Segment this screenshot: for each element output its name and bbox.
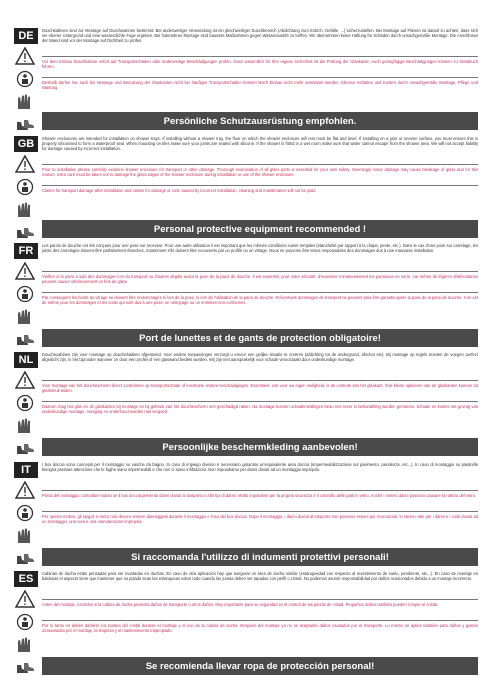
- inspection-warning: Prior to installation please carefully examine shower enclosure for transport or other damage. Thorough examination of all glass parts is essential for your own safety. Seemingly minor damage may cause breakage of glass and for this reason, extra care must be taken not to damage the glass edges of the shower enclosure during installation or use of the shower enclosure.: [42, 167, 478, 178]
- damage-claims-paragraph: Por lo tanto no deben dañarse los bordes del cristal durante el montaje y el uso de la cabina de ducha. Después del montaje ya no se aceptarán daños causados por el transporte. Lo mismo se aplica también para daños y gastos ocasionados por el montaje, la limpieza y el mantenimiento inapropiado.: [42, 623, 478, 634]
- read-manual-icon: [14, 284, 36, 304]
- read-manual-icon: [14, 69, 36, 89]
- section-es: [14, 571, 478, 675]
- shoes-icon: [14, 439, 36, 459]
- divider: [42, 77, 478, 78]
- installation-paragraph: Duschkabinen sind zur Montage auf Duschwannen bestimmt. Bei anderweitiger Verwendung ist ein gleichwertiger Duschbereich (Abdichtung zum Estrich, Gefälle, ...) sicherzustellen. Bei Montage auf Fliesen ist darauf zu achten, dass sich ein ebener Untergrund und eine wasserdichte Fuge ergeben. Bei fodenebner Montage sind bauseits Maßnahmen gegen Wasseraustritt zu treffen. Wir übernehmen keine Haftung für Schäden durch unsachgemäße Montage. Die Anschlüsse der Wand sind vor der Montage auf Dichtheit zu prüfen.: [42, 28, 478, 44]
- language-code: FR: [14, 243, 38, 259]
- divider: [42, 292, 478, 293]
- protective-equipment-banner: Persönliche Schutzausrüstung empfohlen.: [42, 112, 478, 130]
- divider: [42, 511, 478, 512]
- language-code: GB: [14, 136, 38, 152]
- gloves-icon: [14, 416, 36, 436]
- safety-icons: [14, 589, 38, 681]
- instruction-text: [42, 243, 478, 313]
- damage-claims-paragraph: Deshalb dürfen Sie auch bei Montage und Benutzung der Glaskanten nicht bei häufigen Transportschäden können Nach Einbau nicht mehr anerkannt werden. Ebenso Schäden und Kosten durch unsachgemäße Montage, Pflege und Wartung.: [42, 80, 478, 91]
- safety-icons: [14, 154, 38, 246]
- language-code: IT: [14, 462, 38, 478]
- gloves-icon: [14, 200, 36, 220]
- protective-equipment-banner: Se recomienda llevar ropa de protección personal!: [42, 657, 478, 675]
- read-manual-icon: [14, 503, 36, 523]
- divider: [42, 620, 478, 621]
- instruction-text: [42, 571, 478, 641]
- divider: [42, 56, 478, 57]
- safety-icons: [14, 480, 38, 572]
- safety-icons: [14, 370, 38, 462]
- instruction-text: [42, 136, 478, 206]
- safety-icons: [14, 46, 38, 138]
- damage-claims-paragraph: Par conséquent les bords du vitrage ne doivent être endommagés ni lors de la pose, ni lors de l'utilisation de la paroi de douche. D'éventuels dommages de transport ne peuvent plus être garantis après la pose de la paroi de douche. Il en est de même pour les dommages et les coûts qui sont dus à une pose, un nettoyage ou un entretien non-conformes.: [42, 295, 478, 306]
- safety-icons: [14, 261, 38, 353]
- protective-equipment-banner: Persoonlijke beschermkleding aanbevolen!: [42, 438, 478, 456]
- read-manual-icon: [14, 177, 36, 197]
- instruction-text: [42, 352, 478, 422]
- language-code: ES: [14, 571, 38, 587]
- gloves-icon: [14, 526, 36, 546]
- damage-claims-paragraph: Daarom mag het glas en de glaskanten bij montage en bij gebruik van het douchescherm niet geschadigd raken. Na montage kunnen schademeldingen beau niet meer in behandeling worden genomen. Schade en kosten als gevolg van ondeskundige montage, reiniging en onderhoud worden niet vergoed.: [42, 404, 478, 415]
- protective-equipment-banner: Port de lunettes et de gants de protection obligatoire!: [42, 329, 478, 347]
- section-gb: [14, 136, 478, 240]
- inspection-warning: Vérifier si la paroi a subi des dommages lors du transport ou d'autres dégâts avant la pose de la paroi de douche. Il est essentiel, pour votre sécurité, d'examiner minutieusement les panneaux en verre, car même de légères détériorations peuvent causer ultérieurement un bris de glace.: [42, 274, 478, 285]
- gloves-icon: [14, 307, 36, 327]
- section-it: [14, 462, 478, 566]
- divider: [42, 490, 478, 491]
- inspection-warning: Vor dem Einbau Duschkabine sofort auf Transportschäden oder anderweitige Beschädigungen prüfen. Ganz wesentlich für Ihre eigene Sicherheit ist die Prüfung der Glaskante. Auch geringfügige Beschädigungen können zu Glasbruch führen.: [42, 59, 478, 70]
- divider: [42, 185, 478, 186]
- protective-equipment-banner: Si raccomanda l'utilizzo di indumenti protettivi personali!: [42, 548, 478, 566]
- gloves-icon: [14, 92, 36, 112]
- instruction-text: [42, 28, 478, 98]
- shoes-icon: [14, 330, 36, 350]
- installation-paragraph: Shower enclosures are intended for installation on shower trays. If installing without a shower tray, the floor on which the shower enclosure will rest must be flat and level. If installing on a joint or uneven surface, you must ensure this is properly siliconised to form a waterproof seal. When mounting on tiles make sure your joints are sealed with silicone. If the shower is fitted in a wet room make sure that water cannot escape from the shower area. We will not accept liability for damage caused by incorrect installation.: [42, 136, 478, 152]
- instruction-text: [42, 462, 478, 532]
- shoes-icon: [14, 223, 36, 243]
- language-code: DE: [14, 28, 38, 44]
- shoes-icon: [14, 115, 36, 135]
- section-de: [14, 28, 478, 132]
- section-nl: [14, 352, 478, 456]
- gloves-icon: [14, 635, 36, 655]
- installation-paragraph: Douchecabines zijn voor montage op douchebakken afgestemd. Voor andere toepassingen verzorgt u ervoor een gelijke situatie te creëren (afdichting tot de ondergrond, afschot etc). Bij montage op tegels moeten de voegen perfect afgedicht zijn, in het bijzonder wanneer ze door een profiel of een glaswand bedekt worden. Wij zijn niet aansprakelijk voor schade veroorzaakt door ondeskundige montage.: [42, 352, 478, 363]
- divider: [42, 599, 478, 600]
- warning-triangle-icon: [14, 370, 36, 390]
- divider: [42, 380, 478, 381]
- warning-triangle-icon: [14, 261, 36, 281]
- read-manual-icon: [14, 612, 36, 632]
- inspection-warning: Voor montage van het douchescherm direct controleren op transportschade of eventuele andere beschadigingen. Essentieel, ook voor uw eigen veiligheid, is de controle van het glaskant. Ook kleine opleieren van de glaskanten kunnen tot glasbreuk leiden.: [42, 383, 478, 394]
- language-code: NL: [14, 352, 38, 368]
- inspection-warning: Prima del montaggio controllare subito se il box doccia presenta danni dovuti al trasporto o altri tipi di danni. Molto importante per la propria sicurezza è il controllo delle parti in vetro. Anche i minimi danni possono causare la rottura del vetro.: [42, 493, 477, 498]
- shoes-icon: [14, 549, 36, 569]
- warning-triangle-icon: [14, 589, 36, 609]
- installation-paragraph: Cabinas de ducha están pensadas para ser montadas en duchas. En caso de otra aplicación hay que asegurar un área de ducha similar (estanqueidad con respecto al revestimiento de suelo, pendiente, etc...). En caso de montaje en baldosas el aspecto tiene que mantener que su pisada sean las estanqueas sobre todo cuando las juntas deben ser tapadas con perfil o cristal. No podemos asumir responsabilidad por daños ocasionados debido a un montaje incorrecto.: [42, 571, 478, 582]
- divider: [42, 271, 478, 272]
- section-fr: [14, 243, 478, 347]
- damage-claims-paragraph: Per questo motivo, gli spigoli in vetro non devono essere danneggiati durante il montaggio e l'uso del box doccia. Dopo il montaggio, i danni dovuti al trasporto non possono essere più riconosciuti; lo stesso vale per i danni e i costi dovuti ad un montaggio, una cura e una manutenzione impropria.: [42, 514, 478, 525]
- warning-triangle-icon: [14, 154, 36, 174]
- protective-equipment-banner: Personal protective equipment recommended !: [42, 220, 478, 238]
- divider: [42, 164, 478, 165]
- read-manual-icon: [14, 393, 36, 413]
- installation-paragraph: I box doccia sono concepiti per il montaggio su vasche da bagno. In caso di impiego diverso è necessario garantire un'equivalente area doccia (impermeabilizzazione sul pavimento, pendenza, etc...). In caso di montaggio su piastrelle bisogna prestare attenzione che le fughe siano impermeabili e che non ci siano infiltrazioni. Non rispondiamo per danni dovuti ad un montaggio improprio.: [42, 462, 478, 473]
- damage-claims-paragraph: Claims for transport damage after installation and claims for damage or cost caused by incorrect installation, cleaning and maintenance will not be paid.: [42, 188, 316, 193]
- shoes-icon: [14, 658, 36, 678]
- inspection-warning: Antes del montaje, controlar si la cabina de ducha presenta daños de transporte u otros daños. Muy importante para su seguridad es el control de las piezas de cristal. Pequeños daños también pueden romper el cristal.: [42, 602, 439, 607]
- divider: [42, 401, 478, 402]
- warning-triangle-icon: [14, 46, 36, 66]
- installation-paragraph: Les parois de douche ont été conçues pour une pose sur receveur. Pour une autre utilisation il est important que les mêmes conditions soient remplies (étanchéité par rapport à la chape, pente, etc.). Dans le cas d'une pose sur carrelage, les joints des carrelages doivent être parfaitement étanches, notamment s'ils doivent être recouverts par un profilé ou un vitrage. Nous ne pouvons être tenus responsables des dommages dus à une mauvaise installation.: [42, 243, 478, 254]
- warning-triangle-icon: [14, 480, 36, 500]
